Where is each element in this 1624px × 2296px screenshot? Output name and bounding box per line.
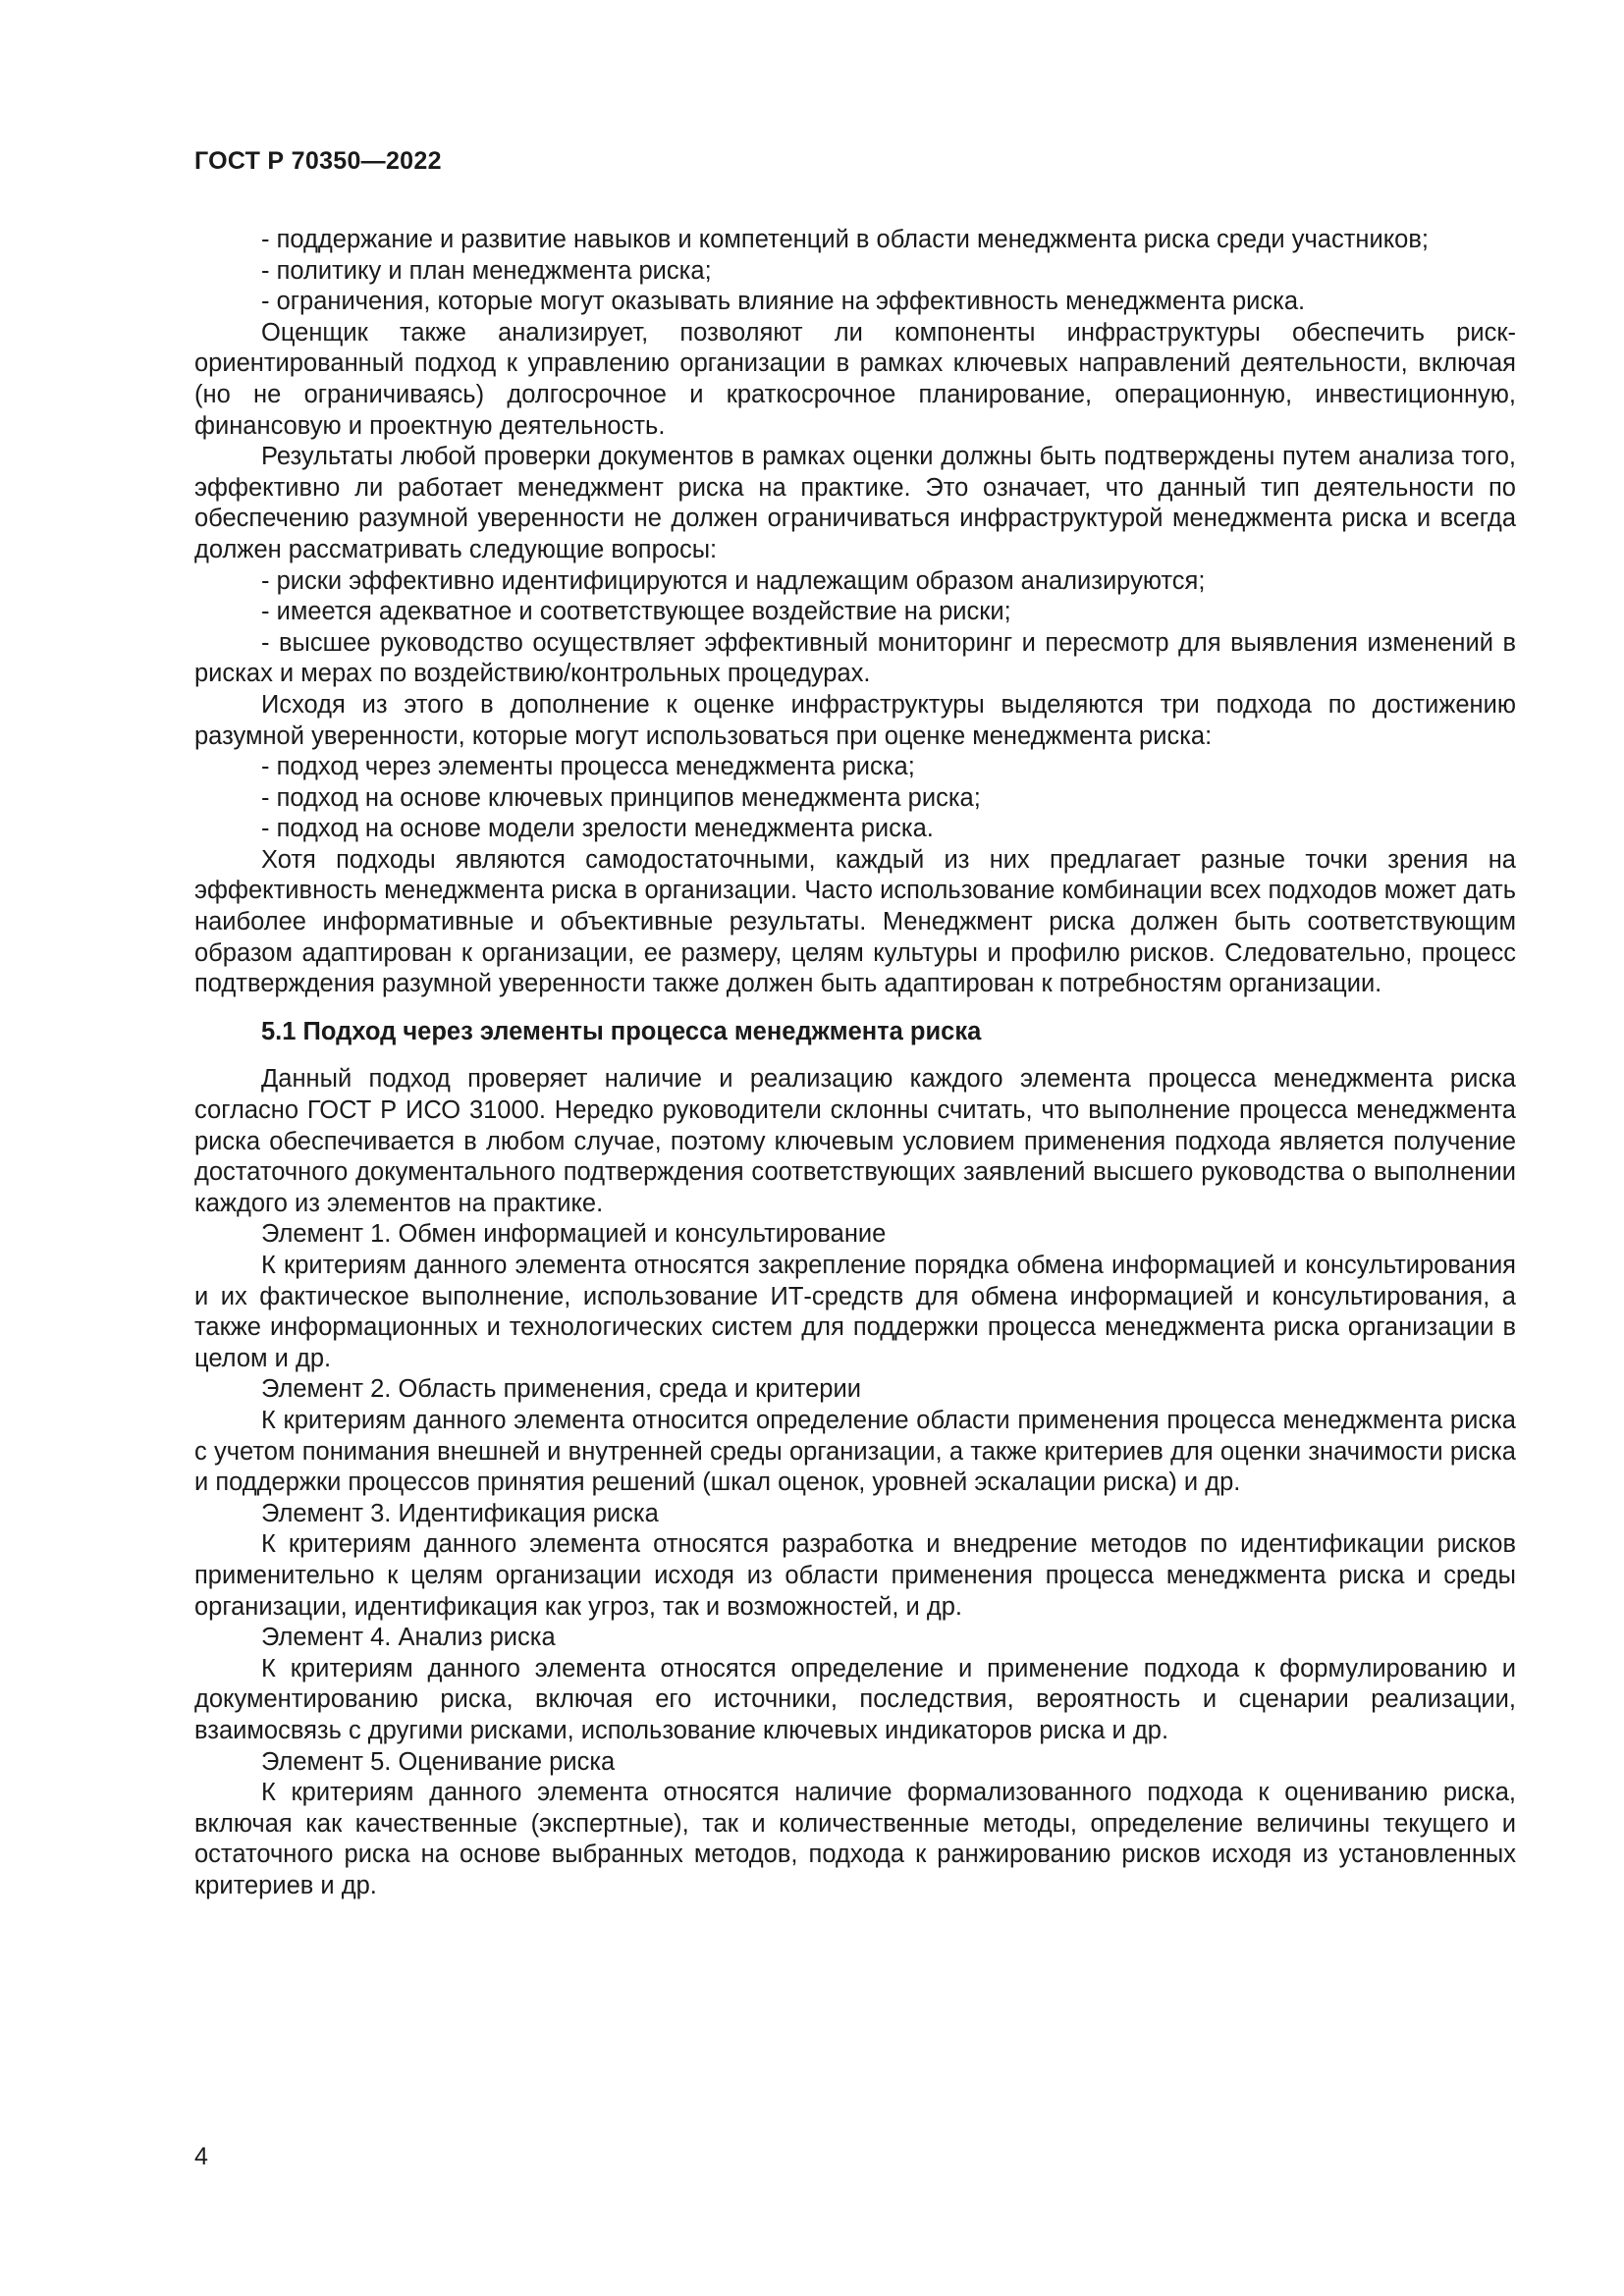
document-body [194,225,1516,1901]
paragraph: К критериям данного элемента относится определение области применения процесса менеджмента риска с учетом понимания внешней и внутренней среды организации, а также критериев для оценки значимости риска и поддержки процессов принятия решений (шкал оценок, уровней эскалации риска) и др. [194,1406,1516,1497]
paragraph: К критериям данного элемента относятся разработка и внедрение методов по идентификации рисков применительно к целям организации исходя из области применения процесса менеджмента риска и среды организации, идентификация как угроз, так и возможностей, и др. [194,1530,1516,1621]
paragraph: - ограничения, которые могут оказывать влияние на эффективность менеджмента риска. [261,288,1306,316]
element-heading: Элемент 2. Область применения, среда и критерии [261,1375,861,1404]
paragraph: К критериям данного элемента относятся определение и применение подхода к формулированию и документированию риска, включая его источники, последствия, вероятность и сценарии реализации, взаимосвязь с другими рисками, использование ключевых индикаторов риска и др. [194,1654,1516,1744]
paragraph: К критериям данного элемента относятся наличие формализованного подхода к оцениванию риска, включая как качественные (экспертные), так и количественные методы, определение величины текущего и остаточного риска на основе выбранных методов, подхода к ранжированию рисков исходя из установленных критериев и др. [194,1779,1516,1899]
paragraph: - политику и план менеджмента риска; [261,256,712,285]
paragraph: - подход через элементы процесса менеджмента риска; [261,753,915,781]
paragraph: Результаты любой проверки документов в рамках оценки должны быть подтверждены путем анализа того, эффективно ли работает менеджмент риска на практике. Это означает, что данный тип деятельности по обеспечению разумной уверенности не должен ограничиваться инфраструктурой менеджмента риска и всегда должен рассматривать следующие вопросы: [194,443,1516,563]
paragraph: - имеется адекватное и соответствующее воздействие на риски; [261,598,1011,626]
page-number: 4 [194,2143,208,2170]
paragraph: К критериям данного элемента относятся закрепление порядка обмена информацией и консультирования и их фактическое выполнение, использование ИТ-средств для обмена информацией и консультирования, а также информационных и технологических систем для поддержки процесса менеджмента риска организации в целом и др. [194,1252,1516,1372]
element-heading: Элемент 4. Анализ риска [261,1624,556,1652]
paragraph: Исходя из этого в дополнение к оценке инфраструктуры выделяются три подхода по достижению разумной уверенности, которые могут использоваться при оценке менеджмента риска: [194,690,1516,750]
element-heading: Элемент 1. Обмен информацией и консультирование [261,1220,887,1249]
document-header: ГОСТ Р 70350—2022 [194,147,442,175]
paragraph: - высшее руководство осуществляет эффективный мониторинг и пересмотр для выявления изменений в рисках и мерах по воздействию/контрольных процедурах. [194,628,1516,688]
paragraph: - поддержание и развитие навыков и компетенций в области менеджмента риска среди участников; [261,226,1429,253]
paragraph: Хотя подходы являются самодостаточными, каждый из них предлагает разные точки зрения на эффективность менеджмента риска в организации. Часто использование комбинации всех подходов может дать наиболее информативные и объективные результаты. Менеджмент риска должен быть соответствующим образом адаптирован к организации, ее размеру, целям культуры и профилю рисков. Следовательно, процесс подтверждения разумной уверенности также должен быть адаптирован к потребностям организации. [194,845,1516,998]
paragraph: Оценщик также анализирует, позволяют ли компоненты инфраструктуры обеспечить риск-ориентированный подход к управлению организации в рамках ключевых направлений деятельности, включая (но не ограничиваясь) долгосрочное и краткосрочное планирование, операционную, инвестиционную, финансовую и проектную деятельность. [194,318,1516,440]
section-heading: 5.1 Подход через элементы процесса менеджмента риска [261,1017,982,1045]
paragraph: - риски эффективно идентифицируются и надлежащим образом анализируются; [261,566,1206,595]
paragraph: - подход на основе модели зрелости менеджмента риска. [261,815,934,843]
paragraph: Данный подход проверяет наличие и реализацию каждого элемента процесса менеджмента риска согласно ГОСТ Р ИСО 31000. Нередко руководители склонны считать, что выполнение процесса менеджмента риска обеспечивается в любом случае, поэтому ключевым условием применения подхода является получение достаточного документального подтверждения соответствующих заявлений высшего руководства о выполнении каждого из элементов на практике. [194,1065,1516,1217]
element-heading: Элемент 3. Идентификация риска [261,1499,659,1527]
element-heading: Элемент 5. Оценивание риска [261,1747,616,1776]
paragraph: - подход на основе ключевых принципов менеджмента риска; [261,783,981,812]
